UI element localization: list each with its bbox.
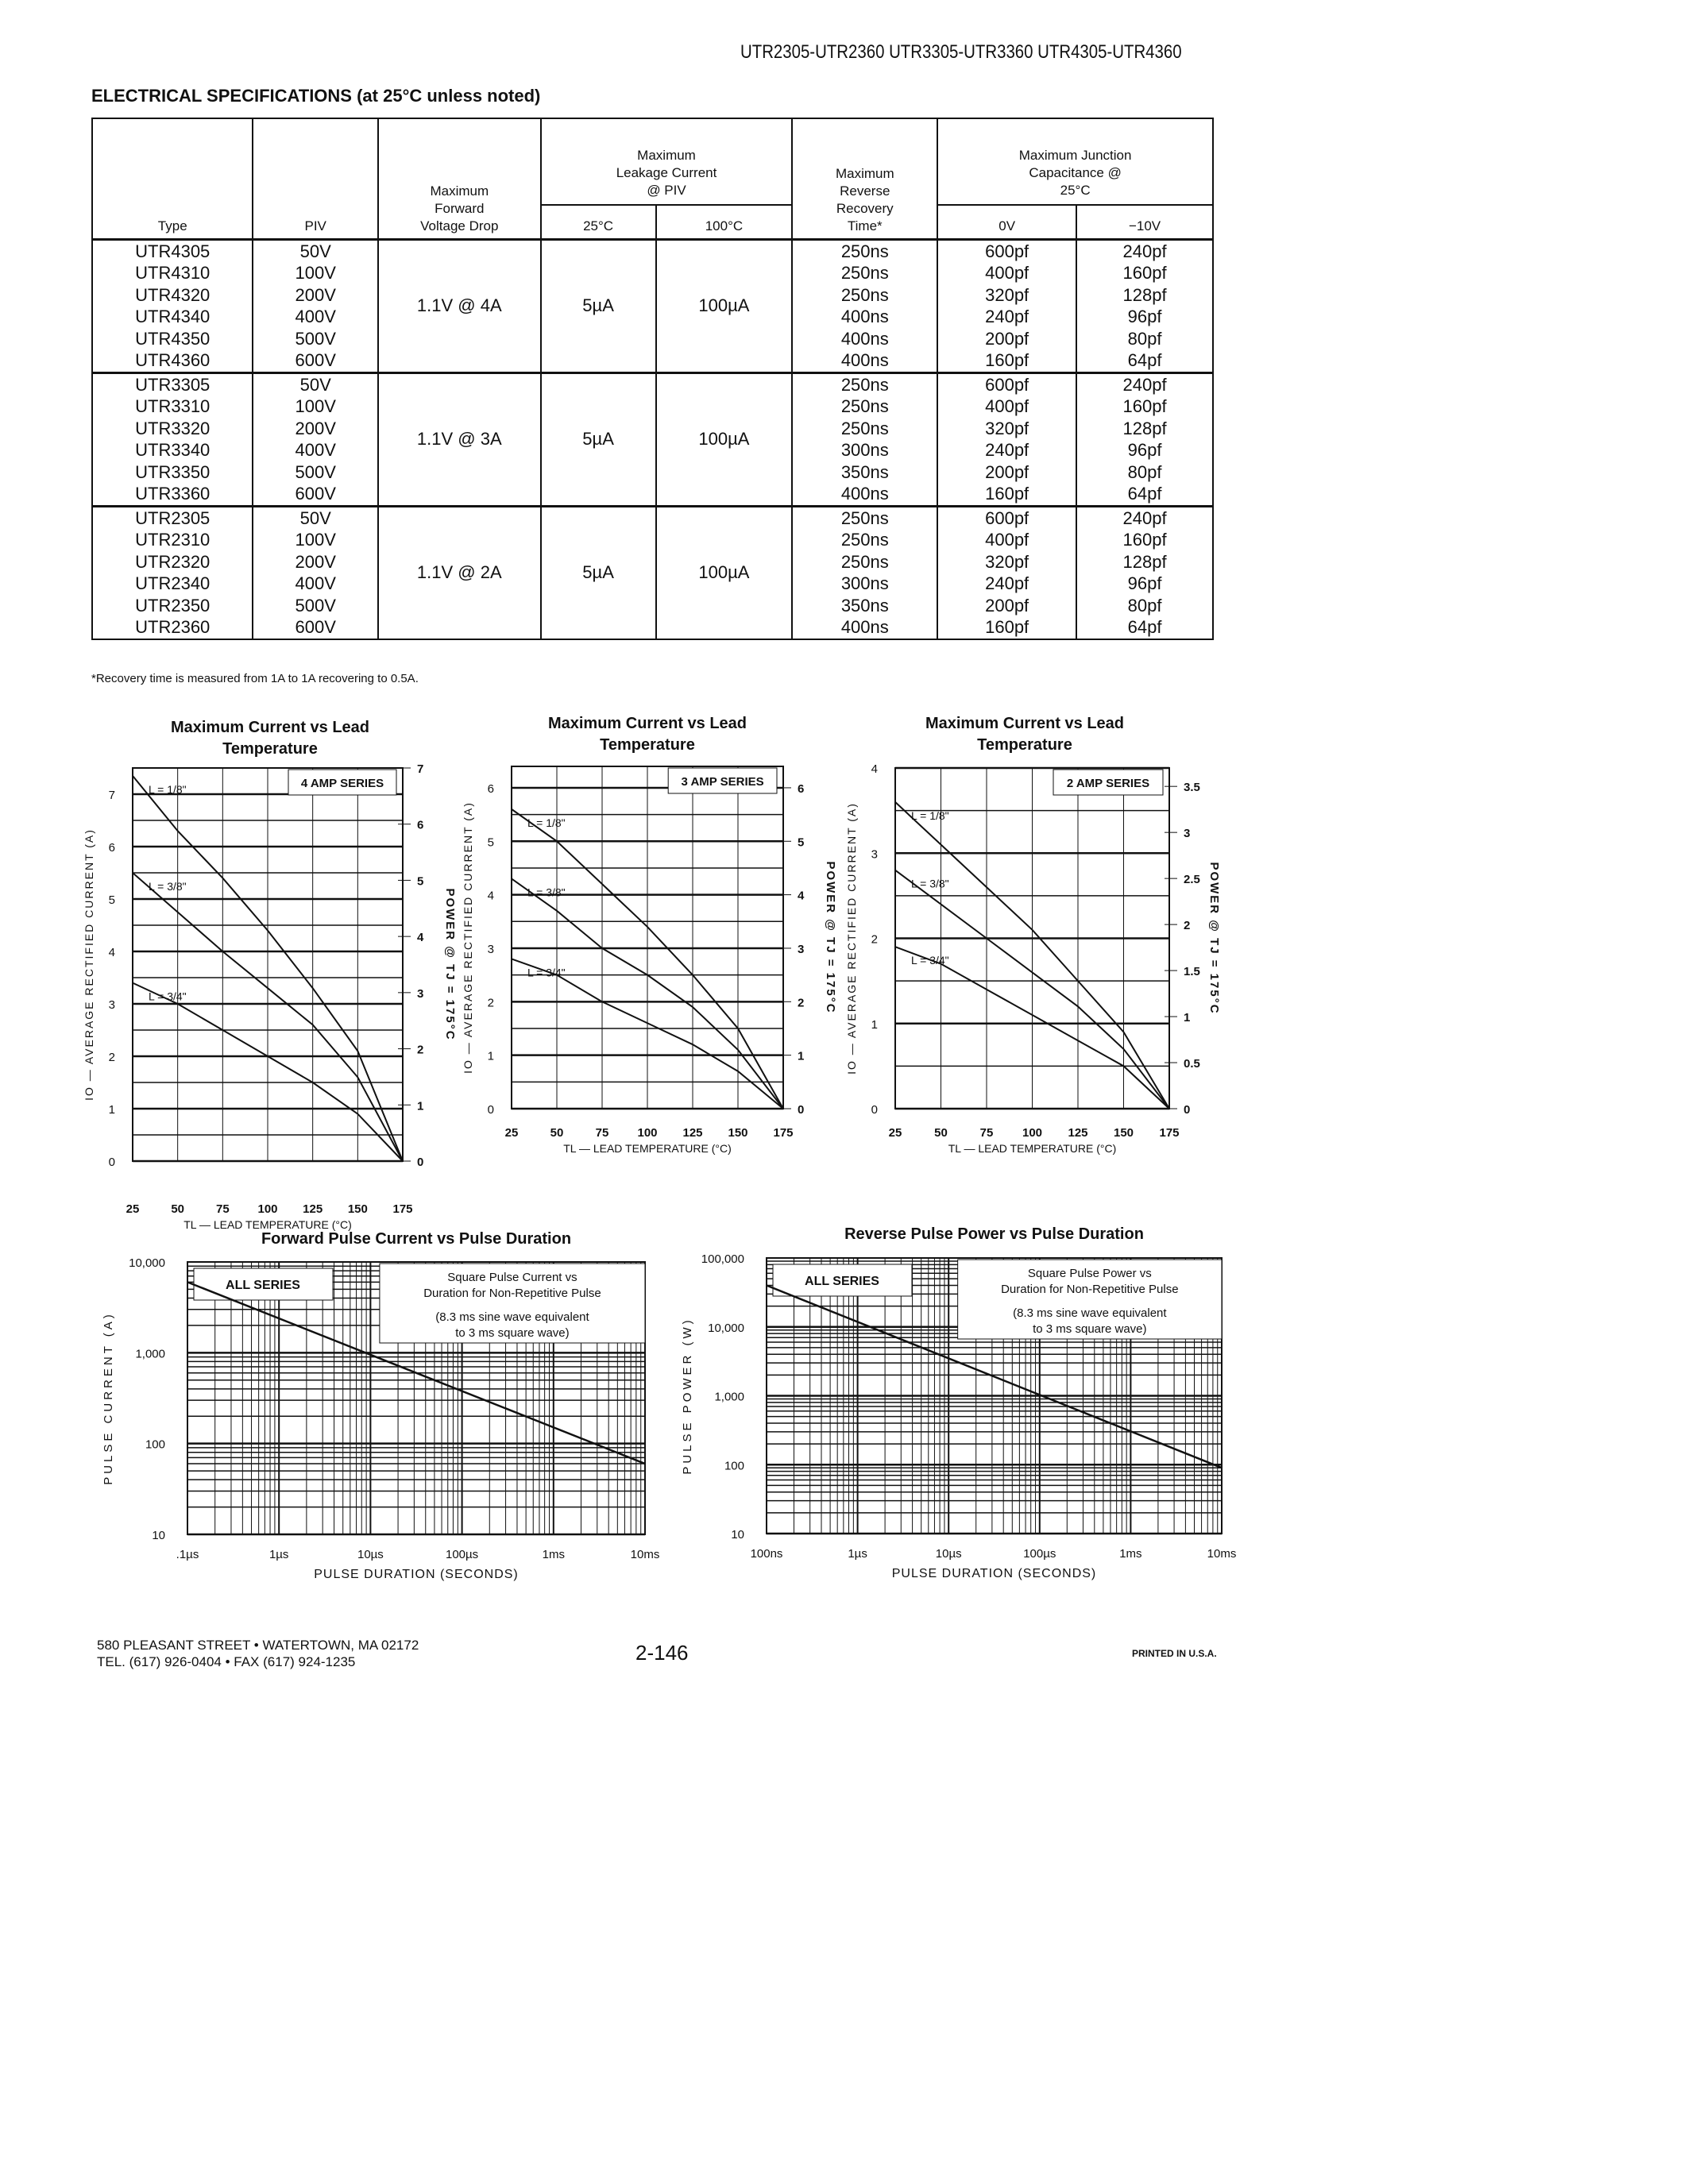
col-capacitance: Maximum Junction Capacitance @ 25°C [937,118,1213,205]
type-cell-value: UTR2350 [135,595,211,615]
trr-cell-value: 400ns [840,484,889,504]
series-name: L = 3/8" [527,886,566,899]
trr-cell-value: 350ns [840,595,889,615]
chart-0 [83,762,457,1231]
type-cell-value: UTR4320 [135,284,211,305]
cap10-cell-value: 80pf [1127,461,1162,482]
vf-cell: 1.1V @ 4A [378,239,541,372]
col-leak-25: 25°C [541,205,656,239]
series-name: L = 1/8" [527,816,566,829]
type-cell-value: UTR2305 [135,507,211,528]
x-tick-label: 100µs [1023,1547,1056,1561]
x-tick-label: 75 [595,1126,609,1140]
chart5-title: Reverse Pulse Power vs Pulse Duration [844,1225,1144,1243]
piv-cell-value: 100V [295,263,336,283]
chart-4 [681,1252,1236,1580]
y2-tick-label: 3.5 [1184,781,1200,795]
trr-cell-value: 300ns [840,573,889,593]
series-label: 4 AMP SERIES [300,777,384,790]
chart4-title: Forward Pulse Current vs Pulse Duration [261,1230,572,1248]
y2-tick-label: 3 [1184,827,1191,841]
cap0-cell-value: 320pf [985,551,1029,572]
page-number: 2-146 [635,1641,689,1665]
footer-phone: TEL. (617) 926-0404 • FAX (617) 924-1235 [97,1654,356,1669]
trr-cell-value: 250ns [840,418,889,438]
trr-cell-value: 400ns [840,350,889,370]
note-text: (8.3 ms sine wave equivalent [1013,1306,1167,1320]
y-tick-label: 0 [871,1103,878,1117]
leak100-cell: 100µA [656,372,793,506]
col-type: Type [92,118,253,239]
y2-tick-label: 6 [417,818,424,832]
y2-axis-label: POWER @ TJ = 175°C [1207,862,1221,1015]
cap0-cell-value: 160pf [985,484,1029,504]
piv-cell-value: 500V [295,328,336,349]
leak25-cell: 5µA [541,239,656,372]
x-axis-label: TL — LEAD TEMPERATURE (°C) [948,1142,1117,1155]
note-text: to 3 ms square wave) [1033,1322,1147,1336]
series-label: 2 AMP SERIES [1066,777,1150,790]
cap10-cell-value: 240pf [1122,507,1167,528]
y-tick-label: 2 [871,932,878,947]
piv-cell-value: 600V [295,484,336,504]
note-text: Square Pulse Power vs [1027,1267,1152,1280]
piv-cell-value: 600V [295,350,336,370]
cap10-cell-value: 240pf [1122,374,1167,395]
y2-tick-label: 2 [417,1043,424,1057]
series-name: L = 3/4" [527,966,566,979]
trr-cell-value: 250ns [840,551,889,572]
x-tick-label: 10µs [357,1548,384,1561]
y-axis-label: IO — AVERAGE RECTIFIED CURRENT (A) [462,801,474,1074]
y-tick-label: 5 [108,893,115,907]
cap0-cell-value: 200pf [985,328,1029,349]
type-cell-value: UTR2320 [135,551,211,572]
type-cell-value: UTR4305 [135,241,211,261]
cap10-cell-value: 96pf [1127,573,1162,593]
piv-cell-value: 100V [295,396,336,416]
cap10-cell-value: 96pf [1127,307,1162,326]
cap0-cell-value: 320pf [985,284,1029,305]
vf-cell: 1.1V @ 2A [378,506,541,639]
piv-cell-value: 100V [295,530,336,550]
col-piv: PIV [253,118,377,239]
series-label: ALL SERIES [226,1279,300,1292]
y-tick-label: 10,000 [129,1256,165,1270]
leak100-cell: 100µA [656,239,793,372]
piv-cell-value: 50V [299,507,331,528]
leak25-cell: 5µA [541,506,656,639]
cap10-cell-value: 64pf [1127,484,1162,504]
y-tick-label: 10 [731,1528,744,1542]
x-tick-label: 175 [392,1202,413,1216]
y2-tick-label: 2.5 [1184,873,1200,887]
cap0-cell-value: 320pf [985,418,1029,438]
chart-2 [845,762,1221,1155]
piv-cell-value: 500V [295,461,336,482]
section-title: ELECTRICAL SPECIFICATIONS (at 25°C unless noted) [91,86,541,106]
y2-tick-label: 4 [417,931,424,945]
x-tick-label: 100µs [446,1548,479,1561]
y-tick-label: 7 [108,789,115,802]
cap0-cell-value: 160pf [985,617,1029,637]
x-tick-label: 175 [773,1126,794,1140]
type-cell-value: UTR4310 [135,263,211,283]
col-cap-10v: −10V [1076,205,1213,239]
x-tick-label: 1µs [268,1548,289,1561]
x-tick-label: 100ns [750,1547,783,1561]
series-label: 3 AMP SERIES [681,775,764,789]
x-tick-label: 10ms [630,1548,660,1561]
cap10-cell-value: 128pf [1122,418,1167,438]
type-cell-value: UTR4360 [135,350,211,370]
cap10-cell-value: 80pf [1127,595,1162,615]
series-name: L = 1/8" [911,808,949,822]
y-tick-label: 1,000 [135,1347,165,1361]
cap10-cell-value: 80pf [1127,328,1162,349]
y-tick-label: 100 [145,1437,165,1452]
y2-tick-label: 2 [798,996,805,1010]
y-tick-label: 4 [108,946,115,959]
piv-cell-value: 50V [299,374,331,395]
trr-cell-value: 250ns [840,284,889,305]
y-tick-label: 5 [487,835,494,850]
y2-tick-label: 3 [417,986,424,1001]
cap0-cell-value: 240pf [985,307,1029,326]
trr-cell-value: 250ns [840,507,889,528]
y2-tick-label: 5 [798,835,805,850]
piv-cell-value: 400V [295,307,336,326]
note-text: Square Pulse Current vs [447,1271,577,1284]
x-axis-label: PULSE DURATION (SECONDS) [314,1568,519,1581]
y-tick-label: 1,000 [714,1390,744,1404]
trr-cell-value: 400ns [840,328,889,349]
piv-cell-value: 200V [295,418,336,438]
type-cell-value: UTR3340 [135,440,211,460]
x-tick-label: 175 [1159,1126,1180,1140]
col-leak-100: 100°C [656,205,793,239]
cap0-cell-value: 400pf [985,530,1029,550]
trr-cell-value: 250ns [840,530,889,550]
cap10-cell-value: 64pf [1127,350,1162,370]
cap10-cell-value: 128pf [1122,284,1167,305]
y-tick-label: 4 [871,762,878,776]
series-name: L = 3/4" [911,954,949,967]
y-axis-label: IO — AVERAGE RECTIFIED CURRENT (A) [83,828,95,1101]
cap0-cell-value: 400pf [985,396,1029,416]
x-tick-label: 1ms [1119,1547,1142,1561]
note-text: Duration for Non-Repetitive Pulse [1001,1283,1179,1296]
y2-tick-label: 1 [1184,1011,1191,1025]
col-cap-0v: 0V [937,205,1076,239]
trr-cell-value: 250ns [840,241,889,261]
piv-cell-value: 400V [295,440,336,460]
cap0-cell-value: 200pf [985,461,1029,482]
x-tick-label: 1ms [542,1548,565,1561]
x-tick-label: 50 [550,1126,564,1140]
cap0-cell-value: 160pf [985,350,1029,370]
y-tick-label: 2 [108,1051,115,1064]
col-recovery: Maximum Reverse Recovery Time* [792,118,937,239]
y2-tick-label: 1 [798,1049,805,1063]
type-cell-value: UTR2310 [135,530,211,550]
y-tick-label: 100 [724,1459,744,1473]
x-tick-label: 150 [728,1126,748,1140]
cap10-cell-value: 96pf [1127,440,1162,460]
x-tick-label: 25 [888,1126,902,1140]
y-tick-label: 2 [487,996,494,1010]
cap0-cell-value: 600pf [985,374,1029,395]
y2-tick-label: 1.5 [1184,965,1200,979]
x-axis-label: PULSE DURATION (SECONDS) [891,1567,1097,1580]
y2-tick-label: 4 [798,889,805,903]
y2-axis-label: POWER @ TJ = 175°C [443,888,457,1041]
y-tick-label: 3 [108,998,115,1012]
chart-1 [462,766,837,1155]
y2-tick-label: 1 [417,1099,424,1113]
cap0-cell-value: 400pf [985,263,1029,283]
printed-in: PRINTED IN U.S.A. [1132,1648,1217,1659]
note-text: to 3 ms square wave) [455,1326,570,1340]
trr-cell-value: 250ns [840,374,889,395]
piv-cell-value: 400V [295,573,336,593]
type-cell-value: UTR3360 [135,484,211,504]
trr-cell-value: 250ns [840,263,889,283]
x-tick-label: 75 [215,1202,230,1216]
y-tick-label: 10 [152,1529,165,1542]
x-tick-label: 10ms [1207,1547,1237,1561]
type-cell-value: UTR3320 [135,418,211,438]
cap0-cell-value: 200pf [985,595,1029,615]
y2-tick-label: 5 [417,874,424,889]
x-tick-label: 1µs [848,1547,867,1561]
cap10-cell-value: 240pf [1122,241,1167,261]
y2-tick-label: 2 [1184,919,1191,933]
piv-cell-value: 50V [299,241,331,261]
type-cell-value: UTR4340 [135,307,211,326]
series-name: L = 1/8" [149,782,187,796]
y2-tick-label: 0.5 [1184,1057,1200,1071]
x-tick-label: 125 [303,1202,323,1216]
cap0-cell-value: 240pf [985,440,1029,460]
type-cell-value: UTR4350 [135,328,211,349]
col-forward-voltage: Maximum Forward Voltage Drop [378,118,541,239]
series-name: L = 3/4" [149,990,187,1003]
cap10-cell-value: 160pf [1122,396,1167,416]
vf-cell: 1.1V @ 3A [378,372,541,506]
series-name: L = 3/8" [149,880,187,893]
piv-cell-value: 500V [295,595,336,615]
note-text: Duration for Non-Repetitive Pulse [423,1287,601,1300]
y2-tick-label: 0 [417,1156,424,1169]
leak100-cell: 100µA [656,506,793,639]
y-tick-label: 4 [487,889,494,903]
x-tick-label: 150 [1113,1126,1134,1140]
x-tick-label: 125 [1068,1126,1088,1140]
y-tick-label: 10,000 [708,1321,744,1335]
x-tick-label: 10µs [935,1547,962,1561]
trr-cell-value: 350ns [840,461,889,482]
x-tick-label: 100 [257,1202,278,1216]
part-number-header: UTR2305-UTR2360 UTR3305-UTR3360 UTR4305-UTR4360 [740,41,1182,63]
col-leakage: Maximum Leakage Current @ PIV [541,118,793,205]
chart2-title: Maximum Current vs Lead Temperature [547,715,747,754]
y-axis-label: PULSE CURRENT (A) [102,1311,115,1485]
x-tick-label: 50 [934,1126,948,1140]
cap10-cell-value: 160pf [1122,263,1167,283]
x-tick-label: 100 [637,1126,658,1140]
chart1-title: Maximum Current vs Lead Temperature [170,719,370,758]
y2-axis-label: POWER @ TJ = 175°C [824,861,837,1014]
table-footnote: *Recovery time is measured from 1A to 1A recovering to 0.5A. [91,672,419,685]
chart-3 [102,1256,659,1581]
piv-cell-value: 200V [295,551,336,572]
y-tick-label: 3 [487,942,494,956]
y-tick-label: 1 [108,1103,115,1117]
trr-cell-value: 400ns [840,307,889,326]
cap0-cell-value: 600pf [985,241,1029,261]
y-tick-label: 1 [871,1017,878,1032]
y-tick-label: 1 [487,1049,494,1063]
y2-tick-label: 0 [1184,1103,1191,1117]
y2-tick-label: 0 [798,1103,805,1117]
cap10-cell-value: 128pf [1122,551,1167,572]
type-cell-value: UTR2340 [135,573,211,593]
chart3-title: Maximum Current vs Lead Temperature [925,715,1125,754]
x-tick-label: 50 [171,1202,185,1216]
note-text: (8.3 ms sine wave equivalent [435,1310,589,1324]
x-tick-label: 100 [1022,1126,1043,1140]
y2-tick-label: 3 [798,942,805,956]
series-label: ALL SERIES [805,1275,879,1288]
cap0-cell-value: 240pf [985,573,1029,593]
y-tick-label: 0 [108,1156,115,1169]
y2-tick-label: 7 [417,762,424,776]
series-name: L = 3/8" [911,877,949,890]
x-tick-label: 150 [347,1202,368,1216]
y-tick-label: 6 [487,781,494,796]
y-axis-label: PULSE POWER (W) [681,1317,694,1475]
trr-cell-value: 300ns [840,440,889,460]
x-axis-label: TL — LEAD TEMPERATURE (°C) [563,1142,732,1155]
y-tick-label: 6 [108,841,115,855]
trr-cell-value: 400ns [840,617,889,637]
x-tick-label: .1µs [176,1548,199,1561]
x-tick-label: 25 [504,1126,519,1140]
y-tick-label: 0 [487,1103,494,1117]
leak25-cell: 5µA [541,372,656,506]
y-tick-label: 100,000 [701,1252,744,1266]
cap0-cell-value: 600pf [985,507,1029,528]
x-tick-label: 75 [979,1126,994,1140]
cap10-cell-value: 160pf [1122,530,1167,550]
x-axis-label: TL — LEAD TEMPERATURE (°C) [183,1218,352,1231]
type-cell-value: UTR2360 [135,617,211,637]
x-tick-label: 25 [126,1202,140,1216]
type-cell-value: UTR3305 [135,374,211,395]
piv-cell-value: 200V [295,284,336,305]
x-tick-label: 125 [682,1126,703,1140]
type-cell-value: UTR3310 [135,396,211,416]
cap10-cell-value: 64pf [1127,617,1162,637]
y2-tick-label: 6 [798,781,805,796]
y-axis-label: IO — AVERAGE RECTIFIED CURRENT (A) [845,802,858,1075]
trr-cell-value: 250ns [840,396,889,416]
y-tick-label: 3 [871,847,878,862]
footer-address: 580 PLEASANT STREET • WATERTOWN, MA 02172 [97,1638,419,1653]
type-cell-value: UTR3350 [135,461,211,482]
piv-cell-value: 600V [295,617,336,637]
